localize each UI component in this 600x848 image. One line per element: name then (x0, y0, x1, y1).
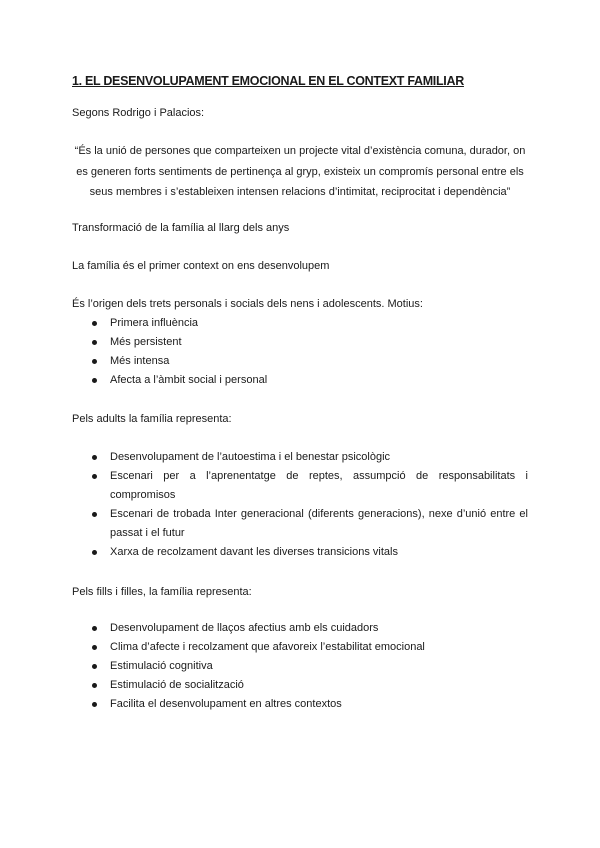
list-item: Més intensa (72, 352, 528, 371)
list-item: Xarxa de recolzament davant les diverses transicions vitals (72, 543, 528, 562)
list-item: Primera influència (72, 314, 528, 333)
list-item: Afecta a l’àmbit social i personal (72, 371, 528, 390)
author-intro: Segons Rodrigo i Palacios: (72, 107, 205, 119)
list-item: Escenari per a l’aprenentatge de reptes, assumpció de responsabilitats i compromisos (72, 467, 528, 505)
adults-heading: Pels adults la família representa: (72, 413, 232, 425)
list-item: Estimulació cognitiva (72, 657, 528, 676)
definition-quote: “És la unió de persones que comparteixen un projecte vital d’existència comuna, durador, on es generen forts sentiments de pertinença al gryp, existeix un compromís personal entre els seus membres i s’estableixen intensen relacions d’intimitat, reciprocitat i dependència” (74, 145, 526, 198)
list-item: Desenvolupament de l’autoestima i el benestar psicològic (72, 448, 528, 467)
section-title: 1. EL DESENVOLUPAMENT EMOCIONAL EN EL CONTEXT FAMILIAR (72, 74, 464, 88)
list-item: Estimulació de socialització (72, 676, 528, 695)
paragraph-first-context: La família és el primer context on ens desenvolupem (72, 260, 330, 272)
children-heading: Pels fills i filles, la família representa: (72, 586, 252, 598)
paragraph-transformation: Transformació de la família al llarg dels anys (72, 222, 290, 234)
list-item: Escenari de trobada Inter generacional (diferents generacions), nexe d’unió entre el passat i el futur (72, 505, 528, 543)
list-item: Més persistent (72, 333, 528, 352)
list-item: Facilita el desenvolupament en altres contextos (72, 695, 528, 714)
origin-heading: És l’origen dels trets personals i socials dels nens i adolescents. Motius: (72, 298, 423, 310)
list-item: Clima d’afecte i recolzament que afavoreix l’estabilitat emocional (72, 638, 528, 657)
list-item: Desenvolupament de llaços afectius amb els cuidadors (72, 619, 528, 638)
adults-list (72, 448, 528, 562)
origin-list (72, 314, 528, 390)
children-list (72, 619, 528, 714)
